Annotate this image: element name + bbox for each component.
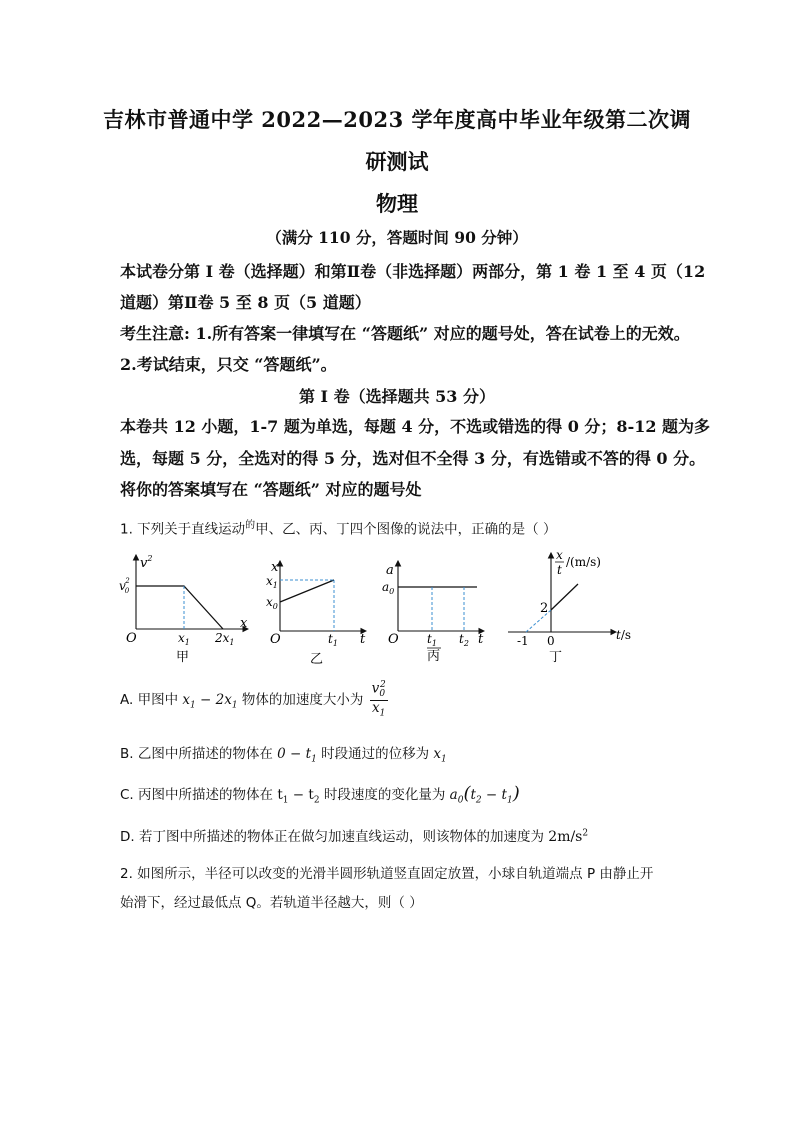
x2-label: $2x_1$ — [215, 631, 235, 647]
y-numerator: x — [556, 548, 563, 562]
option-a — [120, 680, 390, 726]
subject-title: 物理 — [376, 191, 418, 216]
question-1-stem — [120, 516, 556, 538]
option-a-prefix: A. 甲图中 — [120, 692, 183, 708]
caption-yi: 乙 — [310, 652, 324, 667]
instruction-line-1: 本试卷分第 I 卷（选择题）和第Ⅱ卷（非选择题）两部分，第 1 卷 1 至 4 页（12 — [120, 262, 706, 281]
origin-label: O — [388, 632, 399, 647]
option-b-expr: $0 - t_1$ — [277, 746, 317, 765]
section-rule-1: 本卷共 12 小题，1-7 题为单选，每题 4 分，不选或错选的得 0 分；8-12 题为多 — [120, 417, 711, 436]
x-label: t — [478, 632, 484, 647]
graph-line — [551, 584, 578, 610]
graph-ding — [498, 547, 648, 672]
question-1-stem-a: 1. 下列关于直线运动 — [120, 521, 246, 538]
x-label: t — [360, 632, 366, 647]
caption-ding: 丁 — [549, 650, 563, 665]
instruction-line-4: 2.考试结束，只交 “答题纸”。 — [120, 355, 337, 374]
question-2-line-1: 2. 如图所示，半径可以改变的光滑半圆形轨道竖直固定放置，小球自轨道端点 P 由静止开 — [120, 866, 654, 882]
option-c — [120, 783, 520, 806]
y-label: x — [271, 560, 279, 575]
intercept-label: 2 — [540, 601, 549, 616]
y1-label: $x_1$ — [266, 574, 278, 590]
question-1-stem-sup: 的 — [245, 520, 256, 531]
origin-label: O — [126, 631, 137, 646]
option-a-mid: 物体的加速度大小为 — [237, 692, 368, 708]
y-label: a — [386, 563, 394, 578]
t1-label: $t_1$ — [427, 632, 437, 648]
graph-bing — [380, 547, 495, 667]
option-c-value: $a_0(t_2 - t_1)$ — [449, 783, 520, 806]
question-2-line-2: 始滑下，经过最低点 Q。若轨道半径越大，则（ ） — [120, 895, 423, 911]
option-d-value: $2m/s^2$ — [548, 828, 589, 845]
exam-title-line2: 研测试 — [365, 149, 429, 174]
option-c-expr: $t_1 - t_2$ — [277, 787, 320, 806]
exam-title-line1: 吉林市普通中学 2022—2023 学年度高中毕业年级第二次调 — [102, 107, 691, 132]
exam-info: （满分 110 分，答题时间 90 分钟） — [266, 228, 528, 247]
option-d-text: D. 若丁图中所描述的物体正在做匀加速直线运动，则该物体的加速度为 — [120, 829, 549, 845]
section-rule-3: 将你的答案填写在 “答题纸” 对应的题号处 — [120, 480, 422, 499]
x-label: t/s — [616, 628, 632, 642]
t1-label: $t_1$ — [328, 632, 338, 648]
instruction-line-2: 道题）第Ⅱ卷 5 至 8 页（5 道题） — [120, 293, 371, 312]
y-denominator: t — [557, 563, 562, 577]
graph-line — [280, 580, 334, 602]
origin-label: O — [270, 632, 281, 647]
option-a-expr: $x_1 - 2x_1$ — [182, 692, 238, 711]
option-a-fraction: $\frac{v_0^2}{x_1}$ — [371, 679, 386, 719]
graph-jia — [118, 547, 258, 667]
option-b — [120, 742, 447, 765]
t2-label: $t_2$ — [459, 632, 469, 648]
y0-label: v02 — [119, 577, 130, 595]
option-d — [120, 825, 588, 845]
option-c-prefix: C. 丙图中所描述的物体在 — [120, 787, 278, 803]
y-label: $v^2$ — [140, 554, 153, 571]
caption-jia: 甲 — [176, 650, 190, 665]
question-1-stem-b: 甲、乙、丙、丁四个图像的说法中，正确的是（ ） — [255, 521, 557, 538]
instruction-line-3: 考生注意: 1.所有答案一律填写在 “答题纸” 对应的题号处，答在试卷上的无效。 — [120, 324, 690, 343]
option-b-value: $x_1$ — [433, 746, 447, 765]
section-heading: 第 I 卷（选择题共 53 分） — [298, 387, 496, 406]
x-label: x — [240, 616, 248, 631]
zero-label: 0 — [547, 634, 555, 648]
y0-label: $a_0$ — [382, 580, 395, 596]
y-unit: /(m/s) — [566, 555, 601, 569]
option-b-mid: 时段通过的位移为 — [316, 746, 434, 762]
option-c-mid: 时段速度的变化量为 — [319, 787, 450, 803]
x1-label: $x_1$ — [178, 631, 190, 647]
caption-bing: 丙 — [427, 649, 441, 664]
option-b-prefix: B. 乙图中所描述的物体在 — [120, 746, 278, 762]
graph-yi — [262, 547, 382, 667]
y0-label: $x_0$ — [266, 595, 278, 611]
section-rule-2: 选，每题 5 分，全选对的得 5 分，选对但不全得 3 分，有选错或不答的得 0 分。 — [120, 449, 706, 468]
graph-line — [136, 586, 223, 629]
neg-one-label: -1 — [517, 634, 529, 648]
